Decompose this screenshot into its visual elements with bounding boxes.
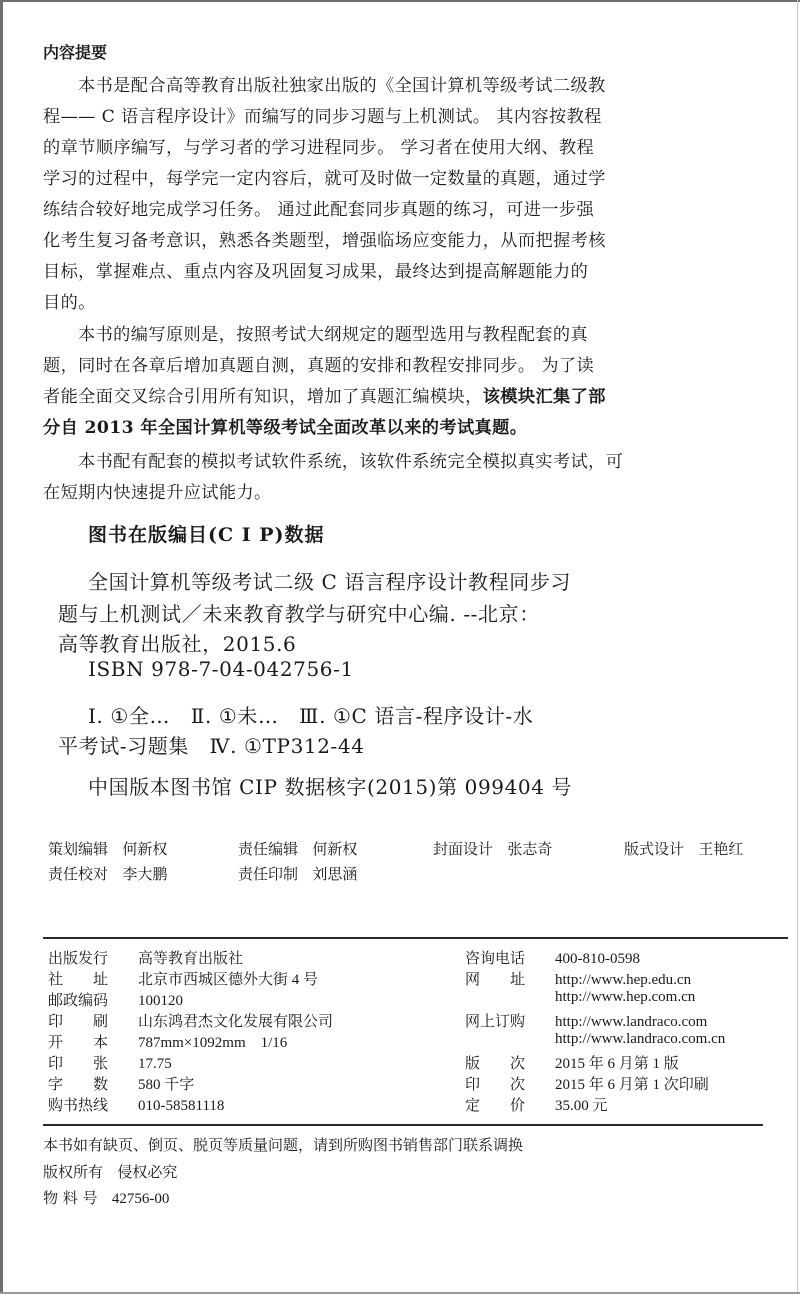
- credit-cover-design: 封面设计 张志奇: [433, 840, 553, 858]
- summary-line-bold: 分自 2013 年全国计算机等级考试全面改革以来的考试真题。: [43, 418, 528, 438]
- info-word-count: 字 数 580 千字: [48, 1075, 195, 1093]
- summary-line: 程—— C 语言程序设计》而编写的同步习题与上机测试。 其内容按教程: [43, 107, 602, 127]
- cip-isbn: ISBN 978-7-04-042756-1: [88, 657, 354, 681]
- summary-line: 目标，掌握难点、重点内容及巩固复习成果，最终达到提高解题能力的: [43, 262, 589, 282]
- info-format: 开 本 787mm×1092mm 1/16: [48, 1033, 288, 1051]
- credit-responsible-editor: 责任编辑 何新权: [238, 840, 358, 858]
- cip-classification: 平考试-习题集 Ⅳ. ①TP312-44: [58, 734, 365, 758]
- divider: [43, 937, 788, 939]
- copyright-notice: 版权所有 侵权必究: [43, 1163, 178, 1181]
- info-sheets: 印 张 17.75: [48, 1054, 172, 1072]
- summary-title: 内容提要: [43, 43, 108, 62]
- cip-line: 题与上机测试／未来教育教学与研究中心编. --北京：: [58, 602, 540, 626]
- summary-line: 目的。: [43, 293, 96, 313]
- info-online-order: 网上订购 http://www.landraco.com: [465, 1012, 708, 1030]
- credit-layout-design: 版式设计 王艳红: [624, 840, 744, 858]
- info-online-order-alt: http://www.landraco.com.cn: [555, 1031, 726, 1047]
- cip-title: 图书在版编目(C I P)数据: [88, 524, 325, 546]
- summary-line: 在短期内快速提升应试能力。: [43, 483, 272, 503]
- divider: [43, 1124, 763, 1126]
- summary-line: 学习的过程中，每学完一定内容后，就可及时做一定数量的真题，通过学: [43, 169, 606, 189]
- info-website-alt: http://www.hep.com.cn: [555, 989, 696, 1005]
- info-address: 社 址 北京市西城区德外大街 4 号: [48, 970, 319, 988]
- page-border-left: [0, 0, 3, 1294]
- info-price: 定 价 35.00 元: [465, 1096, 608, 1114]
- material-number: 物 料 号 42756-00: [43, 1189, 170, 1207]
- summary-line: 本书的编写原则是，按照考试大纲规定的题型选用与教程配套的真: [78, 325, 589, 345]
- cip-line: 全国计算机等级考试二级 C 语言程序设计教程同步习: [88, 570, 572, 594]
- summary-line: 练结合较好地完成学习任务。 通过此配套同步真题的练习，可进一步强: [43, 200, 595, 220]
- summary-line: 本书配有配套的模拟考试软件系统，该软件系统完全模拟真实考试，可: [78, 452, 624, 472]
- info-postcode: 邮政编码 100120: [48, 991, 183, 1009]
- credit-proofreader: 责任校对 李大鹏: [48, 865, 168, 883]
- credit-print-supervisor: 责任印制 刘思涵: [238, 865, 358, 883]
- summary-line-text: 者能全面交叉综合引用所有知识，增加了真题汇编模块，: [43, 387, 483, 407]
- credit-planning-editor: 策划编辑 何新权: [48, 840, 168, 858]
- summary-line-bold: 该模块汇集了部: [482, 387, 606, 407]
- summary-line: 的章节顺序编写，与学习者的学习进程同步。 学习者在使用大纲、教程: [43, 138, 595, 158]
- info-consult-phone: 咨询电话 400-810-0598: [465, 949, 640, 967]
- info-printing: 印 次 2015 年 6 月第 1 次印刷: [465, 1075, 709, 1093]
- cip-record-number: 中国版本图书馆 CIP 数据核字(2015)第 099404 号: [88, 775, 573, 799]
- page-border-top: [0, 0, 800, 2]
- summary-line: 化考生复习备考意识，熟悉各类题型，增强临场应变能力，从而把握考核: [43, 231, 606, 251]
- page-border-right: [797, 0, 798, 1294]
- info-order-hotline: 购书热线 010-58581118: [48, 1096, 225, 1114]
- cip-line: 高等教育出版社，2015.6: [58, 632, 297, 656]
- summary-line: [43, 382, 606, 407]
- info-edition: 版 次 2015 年 6 月第 1 版: [465, 1054, 679, 1072]
- summary-line: 本书是配合高等教育出版社独家出版的《全国计算机等级考试二级教: [78, 76, 606, 96]
- info-printer: 印 刷 山东鸿君杰文化发展有限公司: [48, 1012, 334, 1030]
- info-publisher: 出版发行 高等教育出版社: [48, 949, 244, 967]
- cip-classification: Ⅰ. ①全… Ⅱ. ①未… Ⅲ. ①C 语言-程序设计-水: [88, 704, 534, 728]
- quality-notice: 本书如有缺页、倒页、脱页等质量问题，请到所购图书销售部门联系调换: [43, 1136, 524, 1154]
- info-website: 网 址 http://www.hep.edu.cn: [465, 970, 692, 988]
- summary-line: 题，同时在各章后增加真题自测，真题的安排和教程安排同步。 为了读: [43, 356, 595, 376]
